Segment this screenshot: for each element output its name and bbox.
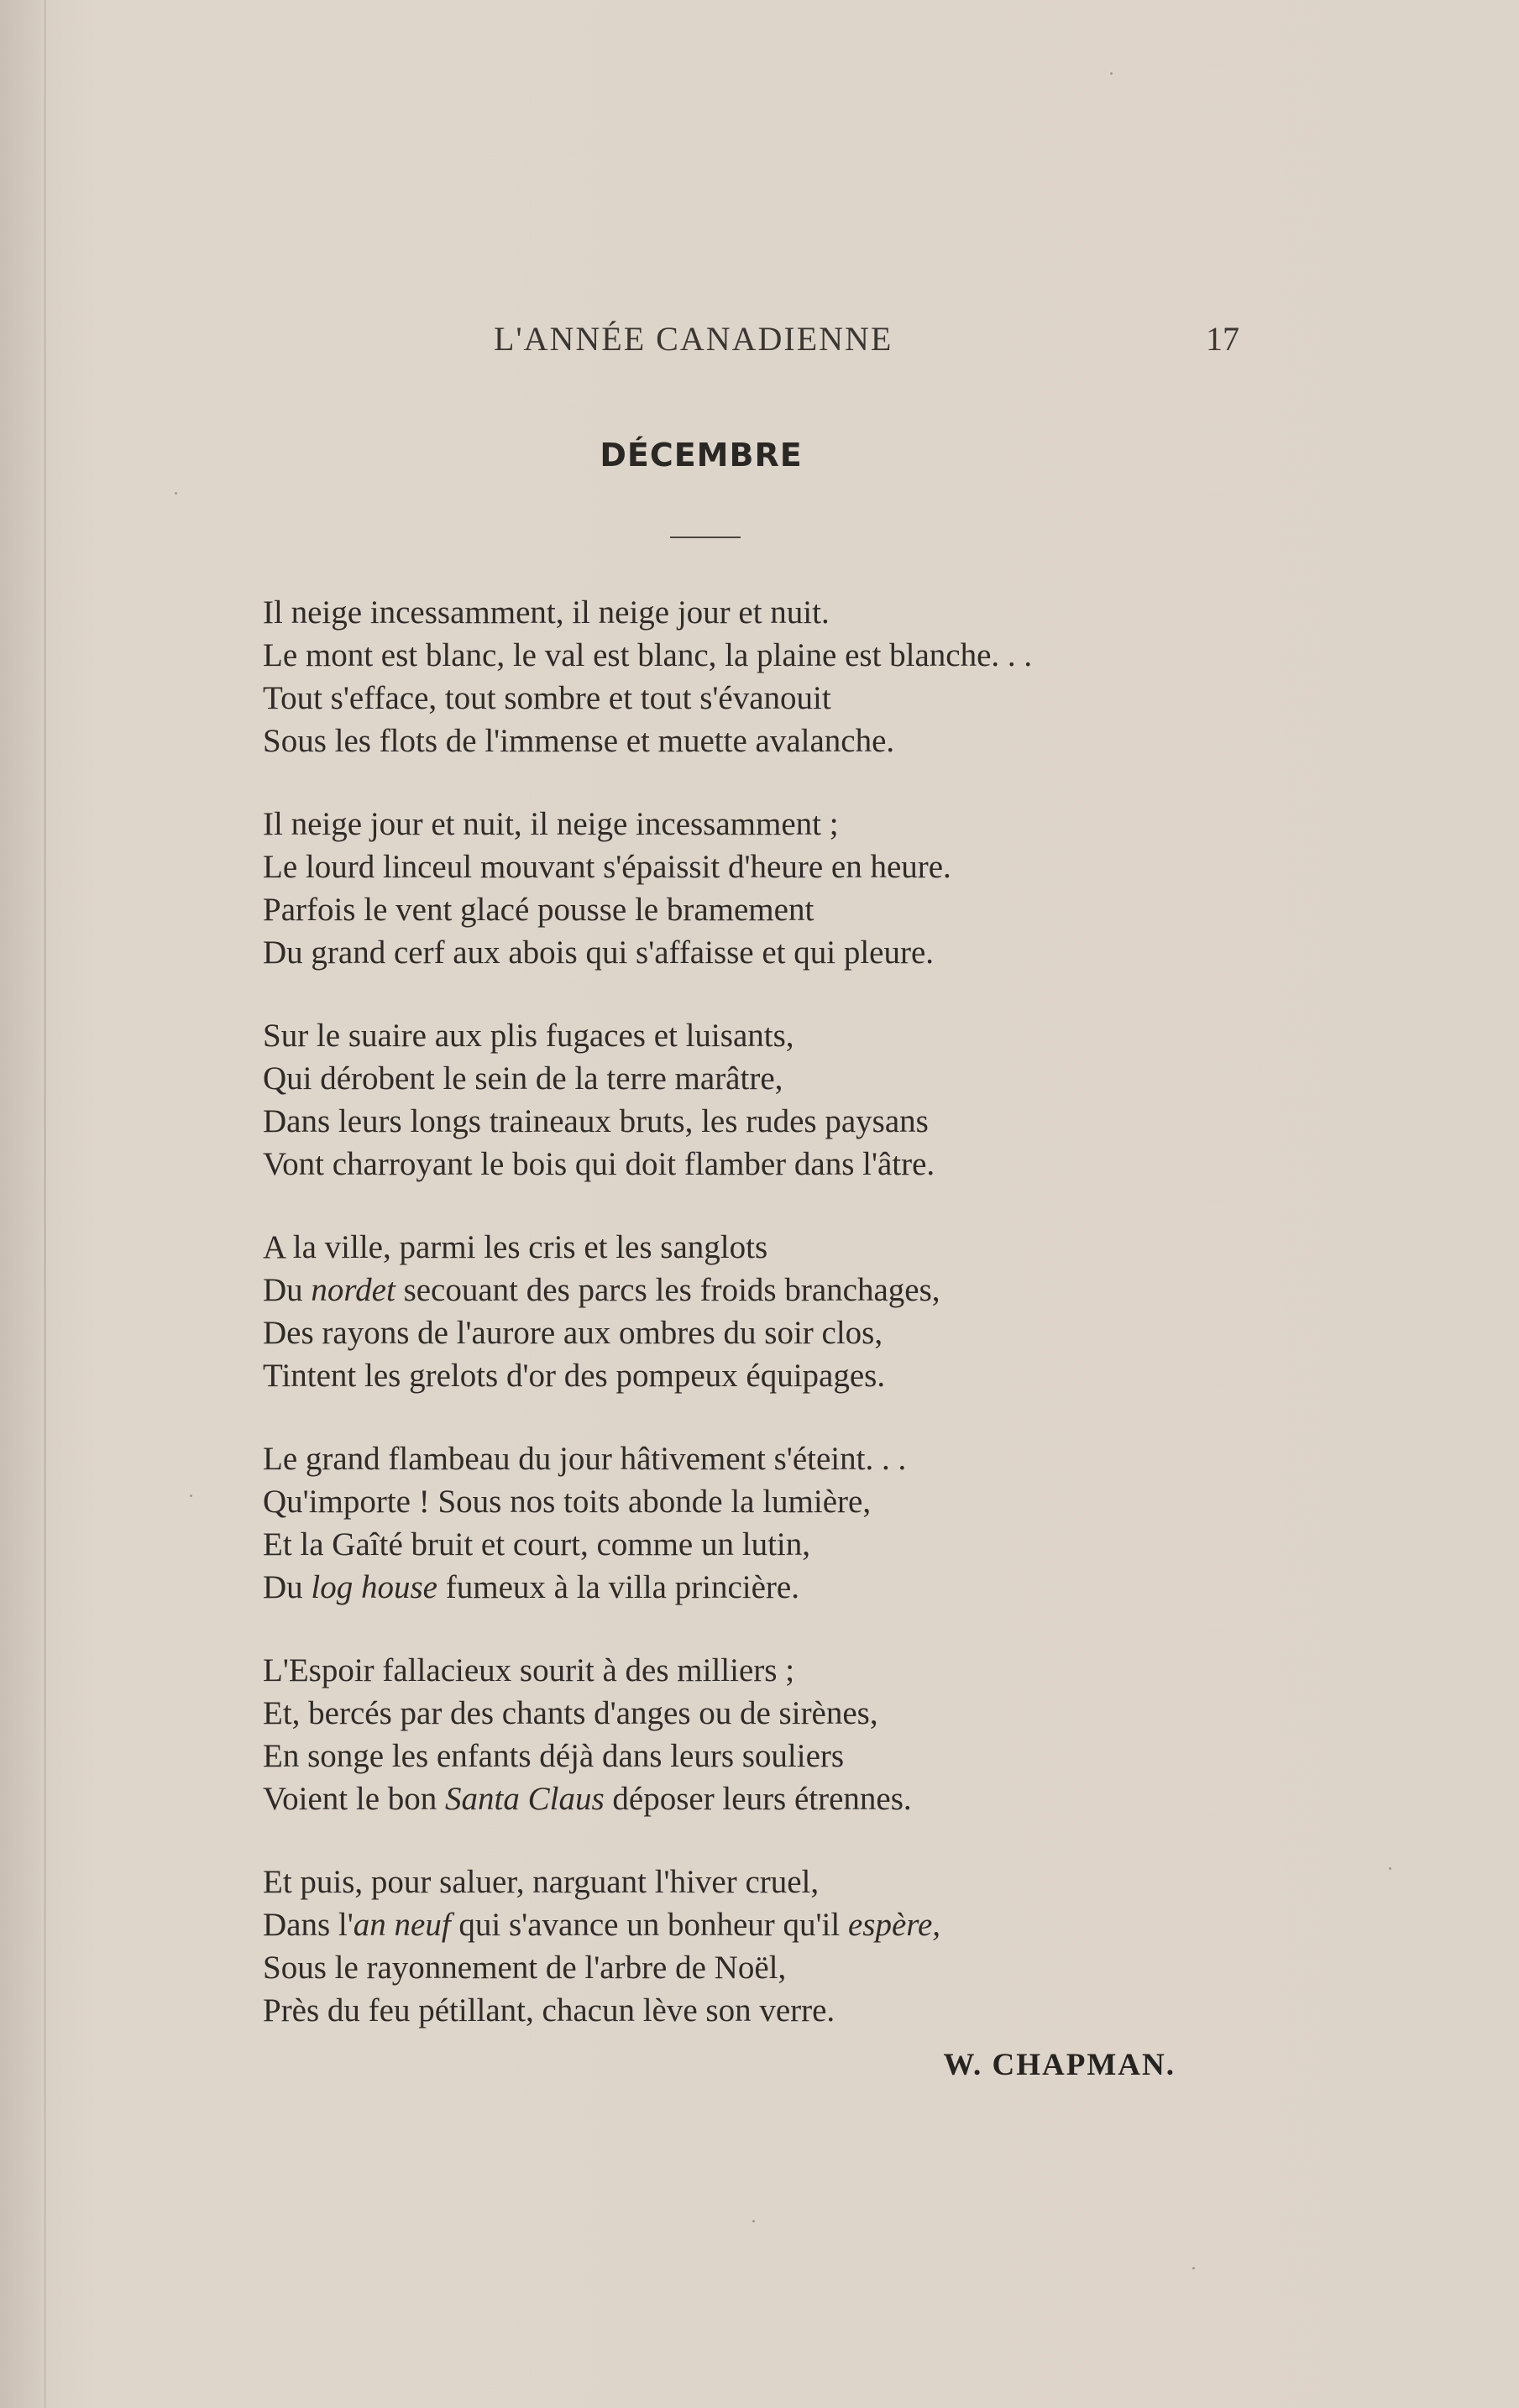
verse-line (263, 1057, 1270, 1100)
verse-text: Et la Gaîté bruit et court, comme un lutin, (263, 1526, 810, 1563)
verse-line (263, 1480, 1270, 1523)
italic-phrase: espère, (847, 1907, 941, 1943)
stanza (263, 1649, 1270, 1820)
title-rule (670, 537, 741, 538)
verse-text: En songe les enfants déjà dans leurs souliers (263, 1738, 845, 1774)
verse-text: Il neige incessamment, il neige jour et nuit. (263, 594, 830, 631)
verse-line (263, 931, 1270, 974)
verse-line (263, 1861, 1270, 1903)
verse-text: Du (263, 1569, 312, 1605)
verse-line (263, 591, 1270, 634)
verse-line (263, 1566, 1270, 1609)
paper-speck (190, 1495, 192, 1497)
verse-line (263, 1354, 1270, 1397)
paper-speck (175, 492, 177, 495)
verse-text: Vont charroyant le bois qui doit flamber dans l'âtre. (263, 1146, 935, 1182)
paper-speck (1389, 1867, 1391, 1870)
verse-text: Il neige jour et nuit, il neige incessamment ; (263, 806, 839, 842)
verse-line (263, 720, 1270, 762)
verse-line (263, 1311, 1270, 1354)
paper-speck (1110, 72, 1113, 75)
stanza (263, 1226, 1270, 1397)
verse-text: fumeux à la villa princière. (437, 1569, 799, 1605)
verse-text: Le mont est blanc, le val est blanc, la plaine est blanche. . . (263, 637, 1033, 673)
verse-text: Tintent les grelots d'or des pompeux équipages. (263, 1358, 886, 1394)
verse-line (263, 1692, 1270, 1735)
verse-line (263, 803, 1270, 845)
stanza (263, 1014, 1270, 1186)
author-signature: W. CHAPMAN. (943, 2048, 1176, 2082)
verse-text: Qu'importe ! Sous nos toits abonde la lumière, (263, 1484, 872, 1520)
verse-line (263, 1989, 1270, 2032)
paper-speck (752, 2220, 755, 2222)
verse-text: déposer leurs étrennes. (604, 1781, 912, 1817)
verse-line (263, 1903, 1270, 1946)
italic-phrase: nordet (311, 1272, 395, 1308)
verse-line (263, 1649, 1270, 1692)
stanza (263, 803, 1270, 974)
verse-text: Des rayons de l'aurore aux ombres du soir clos, (263, 1315, 883, 1351)
verse-text: Du (263, 1272, 312, 1308)
verse-line (263, 1014, 1270, 1057)
verse-line (263, 888, 1270, 931)
stanza (263, 1861, 1270, 2032)
poem-title: DÉCEMBRE (600, 437, 803, 474)
verse-text: Et, bercés par des chants d'anges ou de sirènes, (263, 1695, 878, 1731)
verse-line (263, 1777, 1270, 1820)
verse-text: Le grand flambeau du jour hâtivement s'éteint. . . (263, 1441, 907, 1477)
verse-text: Le lourd linceul mouvant s'épaissit d'heure en heure. (263, 849, 951, 885)
italic-phrase: log house (311, 1569, 437, 1605)
italic-phrase: an neuf (353, 1907, 451, 1943)
stanza (263, 1437, 1270, 1609)
verse-text: Du grand cerf aux abois qui s'affaisse et qui pleure. (263, 934, 935, 971)
verse-line (263, 1269, 1270, 1311)
verse-line (263, 1226, 1270, 1269)
verse-line (263, 1437, 1270, 1480)
gutter-line (44, 0, 46, 2408)
verse-text: Voient le bon (263, 1781, 446, 1817)
verse-line (263, 634, 1270, 677)
verse-text: Sous le rayonnement de l'arbre de Noël, (263, 1950, 787, 1986)
verse-line (263, 1523, 1270, 1566)
running-title: L'ANNÉE CANADIENNE (494, 320, 893, 358)
verse-text: Sur le suaire aux plis fugaces et luisants, (263, 1018, 794, 1054)
stanza (263, 591, 1270, 762)
verse-text: Tout s'efface, tout sombre et tout s'évanouit (263, 680, 831, 716)
page-edge-shadow (0, 0, 42, 2408)
verse-line (263, 845, 1270, 888)
verse-text: L'Espoir fallacieux sourit à des milliers ; (263, 1652, 795, 1688)
verse-line (263, 677, 1270, 720)
verse-text: Et puis, pour saluer, narguant l'hiver cruel, (263, 1864, 820, 1900)
verse-text: qui s'avance un bonheur qu'il (450, 1907, 848, 1943)
verse-text: Parfois le vent glacé pousse le bramement (263, 892, 814, 928)
poem-body (263, 591, 1270, 2072)
page-number: 17 (1206, 320, 1239, 358)
verse-text: Qui dérobent le sein de la terre marâtre, (263, 1060, 783, 1097)
verse-line (263, 1100, 1270, 1143)
verse-line (263, 1946, 1270, 1989)
verse-text: secouant des parcs les froids branchages, (395, 1272, 940, 1308)
verse-text: A la ville, parmi les cris et les sanglots (263, 1229, 768, 1265)
verse-text: Près du feu pétillant, chacun lève son verre. (263, 1992, 835, 2028)
verse-text: Sous les flots de l'immense et muette avalanche. (263, 723, 895, 759)
italic-phrase: Santa Claus (445, 1781, 605, 1817)
verse-text: Dans l' (263, 1907, 354, 1943)
paper-speck (1192, 2267, 1195, 2269)
verse-text: Dans leurs longs traineaux bruts, les rudes paysans (263, 1103, 929, 1139)
verse-line (263, 1143, 1270, 1186)
verse-line (263, 1735, 1270, 1777)
